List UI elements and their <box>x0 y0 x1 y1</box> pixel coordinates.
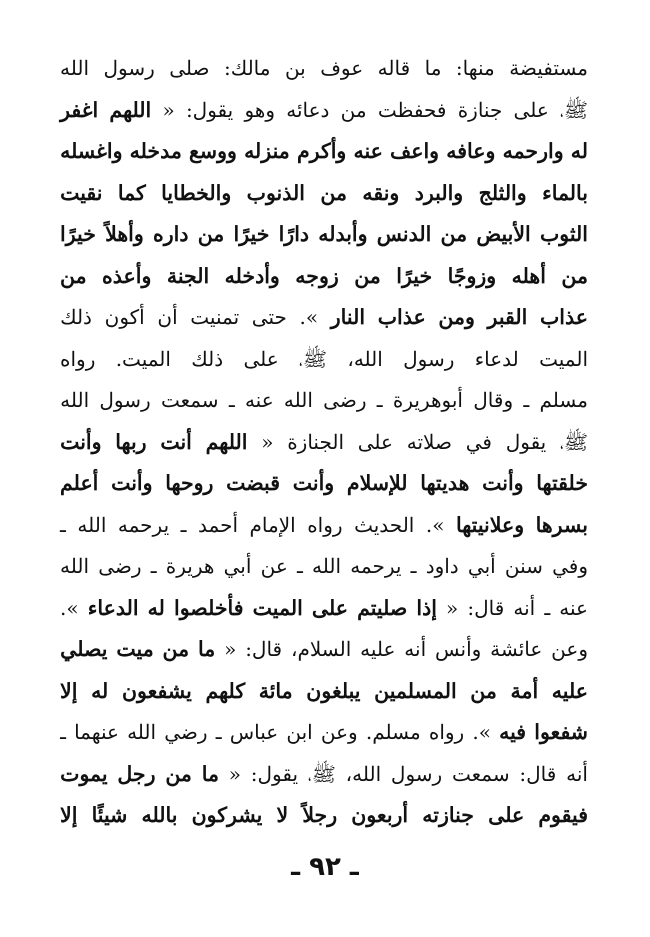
text-line <box>60 795 588 837</box>
hadith-word: بسرها <box>535 512 588 537</box>
hadith-word: أربعون <box>351 803 409 827</box>
word: أنه <box>513 595 536 620</box>
word: ﷺ، <box>307 761 336 786</box>
hadith-word: واغسله <box>60 139 123 163</box>
word: الله <box>60 554 90 578</box>
hadith-word: المسلمين <box>374 678 457 703</box>
text-line <box>60 173 588 215</box>
hadith-word: ميت <box>116 637 154 661</box>
word: مسلم. <box>365 720 421 744</box>
hadith-word: فأخلصوا <box>174 595 244 620</box>
hadith-word: نقيت <box>60 180 103 205</box>
hadith-word: له <box>147 595 165 620</box>
word: الإمام <box>249 512 296 537</box>
hadith-word: والخطايا <box>161 180 232 205</box>
word: فحفظت <box>377 97 447 122</box>
word: ﷺ، <box>560 97 588 122</box>
hadith-word: وأهلاً <box>105 222 144 246</box>
hadith-word: ما <box>197 637 216 661</box>
word: قاله <box>377 56 411 80</box>
word: أبوهريرة <box>392 388 463 412</box>
text-line <box>60 463 588 505</box>
text-line <box>60 546 588 588</box>
word: رضى <box>323 388 367 412</box>
word: عن <box>260 554 288 578</box>
word: ـ <box>410 554 417 578</box>
word: عباس <box>229 720 279 744</box>
hadith-word: الميت <box>252 595 303 620</box>
hadith-word: أمة <box>510 678 539 703</box>
word: يقول: <box>250 761 299 786</box>
word: الله، <box>345 761 382 786</box>
hadith-word: واعف <box>390 139 440 163</box>
hadith-word: من <box>470 678 497 703</box>
hadith-word: على <box>488 803 525 827</box>
word: عائشة <box>490 637 543 661</box>
hadith-word: مائة <box>258 678 293 703</box>
word: على <box>513 97 549 122</box>
hadith-word: عنه <box>353 139 383 163</box>
word: رواه <box>428 720 465 744</box>
hadith-word: فيه <box>499 720 527 744</box>
word: وهو <box>244 97 275 122</box>
word: ـ <box>523 388 530 412</box>
word: على <box>357 429 393 454</box>
hadith-word: صليتم <box>357 595 408 620</box>
hadith-word: ونقه <box>362 180 400 205</box>
word: « <box>446 595 459 620</box>
word: الله <box>312 554 342 578</box>
word: الله <box>283 388 313 412</box>
word: رسول <box>403 346 455 371</box>
hadith-word: عذاب <box>377 305 426 329</box>
word: الله <box>60 388 90 412</box>
hadith-word: داره <box>153 222 189 246</box>
word: صلى <box>169 56 210 80</box>
word: عنهما <box>74 720 119 744</box>
text-line <box>60 339 588 381</box>
word: على <box>243 346 279 371</box>
hadith-word: من <box>60 263 87 288</box>
hadith-word: خيرًا <box>396 263 433 288</box>
word: يقول: <box>185 97 234 122</box>
hadith-word: ربها <box>115 429 147 454</box>
hadith-word: يموت <box>60 761 108 786</box>
hadith-word: الجنة <box>166 263 210 288</box>
text-line <box>60 131 588 173</box>
hadith-word: القبر <box>487 305 528 329</box>
word: أنه <box>566 761 588 786</box>
word: ـ <box>180 512 187 537</box>
hadith-word: من <box>165 761 192 786</box>
word: سمعت <box>160 388 219 412</box>
hadith-word: من <box>440 222 468 246</box>
text-line <box>60 754 588 796</box>
hadith-word: منزله <box>244 139 290 163</box>
word: عنه <box>244 388 274 412</box>
hadith-word: من <box>354 263 381 288</box>
hadith-word: بالله <box>141 803 178 827</box>
hadith-word: وعلانيتها <box>455 512 525 537</box>
hadith-word: اغفر <box>60 97 99 122</box>
word: عليه <box>360 637 396 661</box>
word: عنه <box>559 595 588 620</box>
word: مالك: <box>223 56 271 80</box>
hadith-word: وارحمه <box>502 139 564 163</box>
word: رضي <box>164 720 208 744</box>
word: دعائه <box>286 97 330 122</box>
hadith-word: وزوجًا <box>447 263 497 288</box>
word: ». <box>60 595 79 620</box>
hadith-word: من <box>320 180 347 205</box>
word: سنن <box>504 554 543 578</box>
hadith-word: وأعذه <box>102 263 152 288</box>
word: ذلك <box>60 305 92 329</box>
hadith-word: من <box>561 263 588 288</box>
text-line <box>60 90 588 132</box>
word: وقال <box>473 388 514 412</box>
hadith-word: كما <box>117 180 146 205</box>
hadith-word: وعافه <box>446 139 496 163</box>
word: داود <box>425 554 459 578</box>
hadith-word: الأبيض <box>476 222 531 246</box>
word: ـ <box>228 388 235 412</box>
word: ـ <box>150 554 157 578</box>
word: ابن <box>286 720 313 744</box>
hadith-word: هديتها <box>420 471 470 495</box>
hadith-word: يبلغون <box>306 678 361 703</box>
page-number: ـ ٩٢ ـ <box>291 852 359 882</box>
hadith-word: شيئًا <box>91 803 128 827</box>
hadith-word: يشركون <box>191 803 263 827</box>
hadith-word: إلا <box>60 803 78 827</box>
word: أبي <box>223 554 252 578</box>
hadith-word: إذا <box>416 595 437 620</box>
word: يقول <box>505 429 547 454</box>
word: رسول <box>390 761 443 786</box>
word: هريرة <box>165 554 215 578</box>
word: منها: <box>455 56 495 80</box>
word: رواه <box>307 512 343 537</box>
hadith-word: عليه <box>551 678 588 703</box>
word: « <box>261 429 274 454</box>
word: ﷺ، <box>560 429 588 454</box>
text-line <box>60 712 588 754</box>
hadith-word: شفعوا <box>534 720 588 744</box>
word: ». <box>299 305 319 329</box>
hadith-word: وأبدله <box>318 222 368 246</box>
word: أبي <box>467 554 496 578</box>
word: مستفيضة <box>509 56 588 80</box>
hadith-word: ووسع <box>189 139 237 163</box>
hadith-word: فيقوم <box>538 803 588 827</box>
word: ـ <box>296 554 303 578</box>
hadith-word: لا <box>276 803 289 827</box>
hadith-word: أعلم <box>60 471 99 495</box>
word: قال: <box>245 637 283 661</box>
word: يرحمه <box>117 512 170 537</box>
word: أنه <box>404 637 427 661</box>
hadith-word: الدنس <box>376 222 432 246</box>
hadith-word: إلا <box>60 678 78 703</box>
hadith-word: له <box>570 139 588 163</box>
word: رسول <box>103 56 155 80</box>
text-line <box>60 422 588 464</box>
word: حتى <box>251 305 287 329</box>
hadith-word: الذنوب <box>246 180 305 205</box>
hadith-word: يصلي <box>60 637 108 661</box>
hadith-word: خيرًا <box>233 222 270 246</box>
word: رسول <box>99 388 151 412</box>
hadith-word: روحها <box>165 471 214 495</box>
hadith-word: أهله <box>511 263 546 288</box>
hadith-word: وأكرم <box>296 139 347 163</box>
word: ـ <box>60 512 66 537</box>
hadith-word: وأنت <box>482 471 524 495</box>
word: لدعاء <box>474 346 519 371</box>
hadith-word: خلقتها <box>536 471 588 495</box>
word: « <box>162 97 175 122</box>
word: ـ <box>215 720 222 744</box>
word: قال: <box>519 761 557 786</box>
hadith-word: كلهم <box>205 678 246 703</box>
text-line <box>60 380 588 422</box>
word: أحمد <box>198 512 239 537</box>
word: ـ <box>544 595 551 620</box>
hadith-word: الدعاء <box>87 595 139 620</box>
hadith-word: والثلج <box>478 180 527 205</box>
hadith-word: خيرًا <box>60 222 96 246</box>
hadith-word: وأنت <box>292 471 335 495</box>
hadith-word: وأنت <box>111 471 153 495</box>
word: وأنس <box>435 637 482 661</box>
text-line <box>60 256 588 298</box>
word: السلام، <box>290 637 352 661</box>
word: رضى <box>98 554 142 578</box>
word: أن <box>157 305 178 329</box>
hadith-word: قبضت <box>226 471 281 495</box>
hadith-word: من <box>197 222 225 246</box>
word: بن <box>284 56 306 80</box>
hadith-word: والبرد <box>414 180 464 205</box>
hadith-word: من <box>162 637 190 661</box>
word: صلاته <box>406 429 452 454</box>
word: رواه <box>60 346 96 371</box>
word: « <box>224 637 237 661</box>
word: سمعت <box>452 761 510 786</box>
word: الجنازة <box>287 429 345 454</box>
hadith-word: وأنت <box>60 429 102 454</box>
word: الله <box>60 56 89 80</box>
word: يرحمه <box>350 554 402 578</box>
word: الميت. <box>115 346 171 371</box>
word: الله <box>77 512 107 537</box>
hadith-word: مدخله <box>129 139 182 163</box>
word: قال: <box>467 595 505 620</box>
word: الميت <box>539 346 588 371</box>
word: ». <box>472 720 491 744</box>
hadith-word: على <box>311 595 348 620</box>
hadith-word: زوجه <box>295 263 339 288</box>
hadith-word: اللهم <box>205 429 248 454</box>
word: الله <box>127 720 157 744</box>
text-line <box>60 505 588 547</box>
word: ». <box>425 512 445 537</box>
hadith-word: عذاب <box>540 305 588 329</box>
hadith-word: جنازته <box>422 803 474 827</box>
word: في <box>465 429 492 454</box>
word: جنازة <box>457 97 503 122</box>
word: وعن <box>320 720 358 744</box>
word: الله، <box>347 346 383 371</box>
body-text <box>60 48 588 837</box>
hadith-word: النار <box>330 305 366 329</box>
hadith-word: وأدخله <box>224 263 280 288</box>
word: وفي <box>552 554 588 578</box>
word: الحديث <box>354 512 415 537</box>
hadith-word: رجل <box>117 761 156 786</box>
word: مسلم <box>539 388 588 412</box>
hadith-word: يشفعون <box>121 678 192 703</box>
word: ـ <box>60 720 66 744</box>
hadith-word: بالماء <box>542 180 588 205</box>
hadith-word: الثوب <box>539 222 588 246</box>
word: من <box>340 97 367 122</box>
word: ﷺ، <box>299 346 328 371</box>
hadith-word: دارًا <box>278 222 310 246</box>
word: « <box>228 761 241 786</box>
hadith-word: أنت <box>160 429 192 454</box>
text-line <box>60 48 588 90</box>
word: عوف <box>320 56 364 80</box>
word: ما <box>424 56 442 80</box>
text-line <box>60 214 588 256</box>
word: أكون <box>104 305 145 329</box>
word: وعن <box>551 637 588 661</box>
hadith-word: ومن <box>438 305 475 329</box>
hadith-word: رجلاً <box>302 803 338 827</box>
word: ـ <box>376 388 383 412</box>
hadith-word: له <box>91 678 109 703</box>
word: ذلك <box>191 346 224 371</box>
hadith-word: اللهم <box>109 97 152 122</box>
word: تمنيت <box>190 305 240 329</box>
hadith-word: ما <box>201 761 219 786</box>
text-line <box>60 588 588 630</box>
text-line <box>60 629 588 671</box>
hadith-word: للإسلام <box>346 471 408 495</box>
text-line <box>60 671 588 713</box>
text-line <box>60 297 588 339</box>
